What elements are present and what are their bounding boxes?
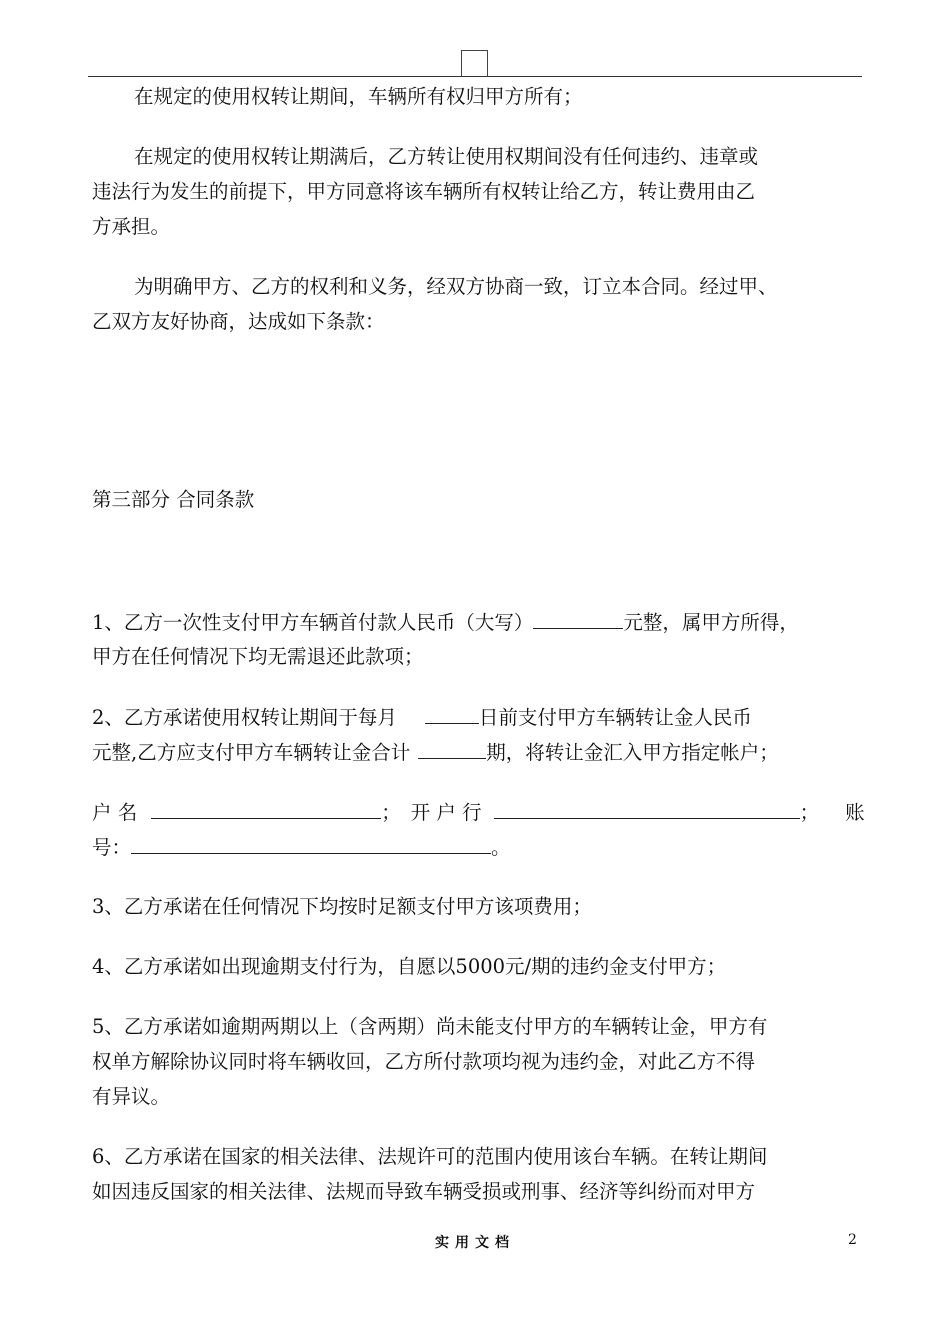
clause-2-text-b: 日前支付甲方车辆转让金人民币 — [478, 706, 752, 729]
paragraph-purpose-line-1: 为明确甲方、乙方的权利和义务，经双方协商一致，订立本合同。经过甲、 — [134, 275, 778, 298]
clause-1-text-b: 元整，属甲方所得， — [623, 611, 799, 634]
clause-4: 4、乙方承诺如出现逾期支付行为，自愿以5000元/期的违约金支付甲方； — [92, 955, 727, 978]
clause-3: 3、乙方承诺在任何情况下均按时足额支付甲方该项费用； — [92, 895, 592, 918]
clause-5-line-1: 5、乙方承诺如逾期两期以上（含两期）尚未能支付甲方的车辆转让金，甲方有 — [92, 1015, 768, 1038]
account-name-blank[interactable] — [151, 794, 381, 819]
paragraph-transfer-line-2: 违法行为发生的前提下，甲方同意将该车辆所有权转让给乙方，转让费用由乙 — [92, 180, 756, 203]
header-rule — [88, 76, 862, 77]
paragraph-ownership: 在规定的使用权转让期间，车辆所有权归甲方所有； — [134, 85, 583, 108]
account-line-1 — [92, 794, 865, 830]
clause-2-line-1 — [92, 699, 860, 735]
account-end-mark: 。 — [491, 836, 511, 859]
payment-day-blank[interactable] — [425, 699, 479, 724]
paragraph-transfer-line-1: 在规定的使用权转让期满后，乙方转让使用权期间没有任何违约、违章或 — [134, 145, 759, 168]
paragraph-transfer-line-3: 方承担。 — [92, 215, 171, 238]
clause-2-text-d: 期，将转让金汇入甲方指定帐户； — [486, 741, 779, 764]
account-separator-1: ； — [381, 801, 401, 824]
clause-1-text-a: 1、乙方一次性支付甲方车辆首付款人民币（大写） — [92, 611, 534, 634]
bank-label: 开 户 行 — [410, 801, 482, 824]
clause-5-line-2: 权单方解除协议同时将车辆收回，乙方所付款项均视为违约金，对此乙方不得 — [92, 1050, 756, 1073]
clause-2-line-2 — [92, 734, 860, 770]
clause-2-text-a: 2、乙方承诺使用权转让期间于每月 — [92, 706, 397, 729]
header-tab-box — [461, 50, 488, 76]
account-number-label-part-1: 账 — [845, 801, 865, 824]
clause-5-line-3: 有异议。 — [92, 1085, 171, 1108]
page-number: 2 — [848, 1232, 857, 1248]
account-number-blank[interactable] — [131, 829, 491, 854]
section-title: 第三部分 合同条款 — [92, 488, 255, 511]
paragraph-purpose-line-2: 乙双方友好协商，达成如下条款： — [92, 310, 385, 333]
installment-count-blank[interactable] — [418, 734, 486, 759]
account-separator-2: ； — [799, 801, 820, 824]
account-name-label: 户 名 — [92, 801, 138, 824]
clause-6-line-1: 6、乙方承诺在国家的相关法律、法规许可的范围内使用该台车辆。在转让期间 — [92, 1145, 768, 1168]
account-line-2 — [92, 829, 860, 865]
footer-label: 实用文档 — [435, 1235, 515, 1251]
account-number-label-part-2: 号： — [92, 836, 132, 859]
bank-blank[interactable] — [494, 794, 800, 819]
clause-1-line-1 — [92, 604, 860, 640]
down-payment-blank[interactable] — [533, 604, 623, 629]
clause-6-line-2: 如因违反国家的相关法律、法规而导致车辆受损或刑事、经济等纠纷而对甲方 — [92, 1180, 756, 1203]
clause-2-text-c: 元整,乙方应支付甲方车辆转让金合计 — [92, 741, 411, 764]
clause-1-line-2: 甲方在任何情况下均无需退还此款项； — [92, 645, 424, 668]
